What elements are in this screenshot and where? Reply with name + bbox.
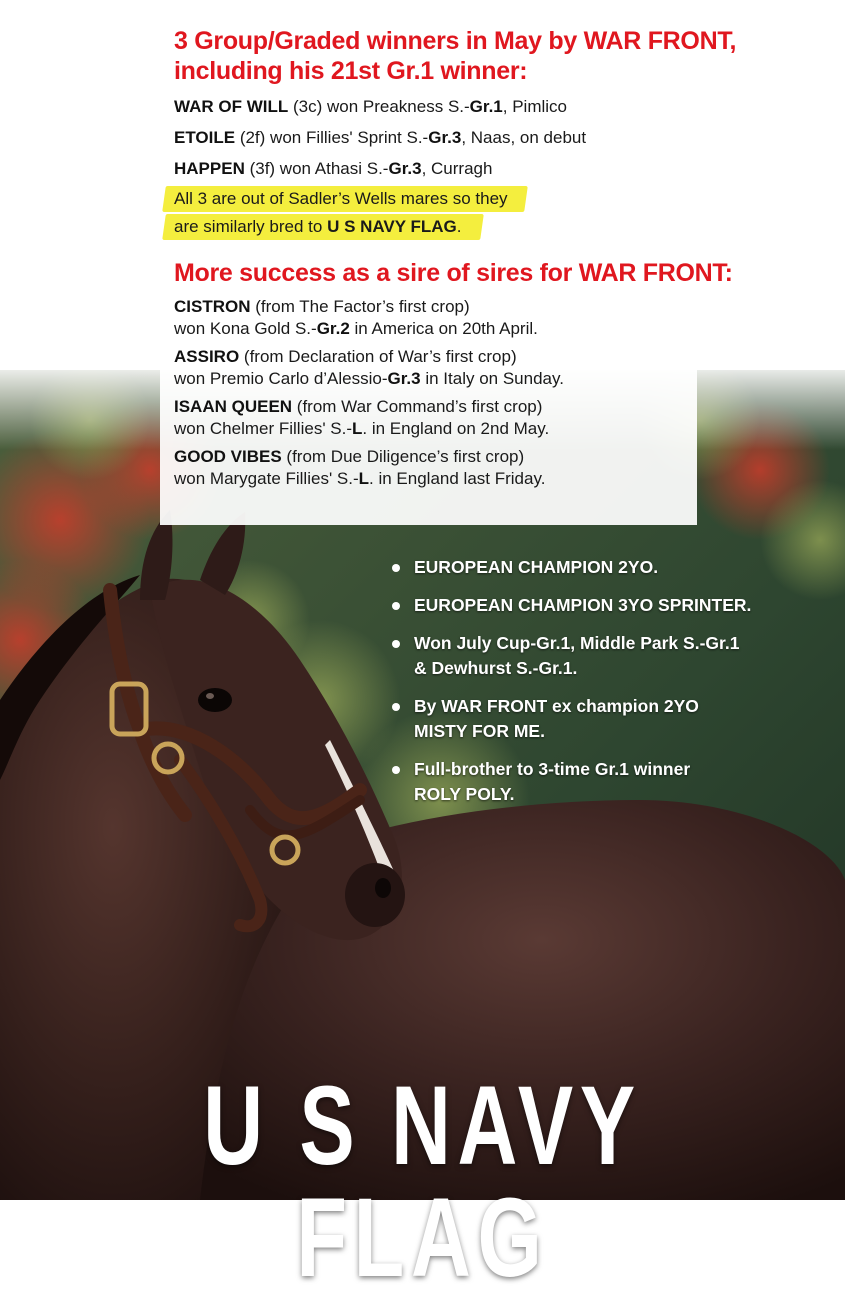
sire-entry-when: in America on 20th April. [349, 319, 538, 338]
sire-entry-race: won Chelmer Fillies' S.- [174, 419, 353, 438]
bullet-icon [392, 602, 400, 610]
sire-entry-when: . in England last Friday. [369, 469, 546, 488]
winner-horse-name: HAPPEN [174, 159, 245, 178]
winner-horse-name: ETOILE [174, 128, 236, 147]
credentials-list [390, 555, 830, 820]
winner-entry [174, 158, 586, 180]
winner-entry [174, 96, 586, 118]
bullet-icon [392, 640, 400, 648]
sire-entry-crop: (from The Factor’s first crop) [250, 297, 470, 316]
sire-entry-race: won Premio Carlo d’Alessio- [174, 369, 388, 388]
highlight-line-2 [174, 216, 462, 238]
highlight-prefix: are similarly bred to [174, 217, 328, 236]
headline-sire-of-sires [174, 258, 733, 288]
winner-venue: , Curragh [421, 159, 493, 178]
bullet-icon [392, 766, 400, 774]
sire-entry-horse: ASSIRO [174, 347, 240, 366]
credential-line: Full-brother to 3-time Gr.1 winner [414, 759, 691, 779]
winner-grade: Gr.3 [388, 159, 422, 178]
sire-entry-when: . in England on 2nd May. [362, 419, 550, 438]
credential-line: ROLY POLY. [414, 784, 515, 804]
sire-entry-horse: GOOD VIBES [174, 447, 282, 466]
sire-entry-race: won Kona Gold S.- [174, 319, 317, 338]
credential-item [390, 631, 830, 681]
headline-line-2: including his 21st Gr.1 winner: [174, 57, 528, 85]
credential-line: & Dewhurst S.-Gr.1. [414, 658, 578, 678]
sire-entries-list [174, 296, 564, 490]
credential-line: EUROPEAN CHAMPION 2YO. [414, 557, 659, 577]
winner-venue: , Pimlico [502, 97, 567, 116]
credential-line: EUROPEAN CHAMPION 3YO SPRINTER. [414, 595, 752, 615]
winner-detail: (3c) won Preakness S.- [288, 97, 470, 116]
winner-horse-name: WAR OF WILL [174, 97, 289, 116]
sire-entry-race: won Marygate Fillies' S.- [174, 469, 359, 488]
sire-entry-grade: L [352, 419, 363, 438]
horse-name-title: U S NAVY FLAG [203, 1063, 642, 1300]
winner-venue: , Naas, on debut [461, 128, 587, 147]
sire-entry [174, 346, 564, 390]
credential-item [390, 694, 830, 744]
winner-entry [174, 127, 586, 149]
winner-detail: (3f) won Athasi S.- [244, 159, 389, 178]
highlight-horse-name: U S NAVY FLAG [327, 217, 457, 236]
sire-entry [174, 446, 564, 490]
credential-item [390, 757, 830, 807]
bullet-icon [392, 564, 400, 572]
sire-entry-crop: (from Declaration of War’s first crop) [239, 347, 517, 366]
winner-grade: Gr.3 [428, 128, 462, 147]
sire-entry [174, 396, 564, 440]
sire-entry-grade: L [358, 469, 370, 488]
credential-item [390, 555, 830, 580]
sire-entry-grade: Gr.3 [387, 369, 421, 388]
highlight-suffix: . [456, 217, 462, 236]
highlight-line-1: All 3 are out of Sadler’s Wells mares so they [174, 189, 508, 208]
winner-detail: (2f) won Fillies' Sprint S.- [235, 128, 429, 147]
sire-entry-crop: (from War Command’s first crop) [292, 397, 543, 416]
sire-entry-crop: (from Due Diligence’s first crop) [281, 447, 525, 466]
sire-entry-horse: CISTRON [174, 297, 251, 316]
winner-grade: Gr.1 [469, 97, 503, 116]
sire-entry-grade: Gr.2 [316, 319, 350, 338]
winners-list [174, 96, 586, 180]
sire-entry [174, 296, 564, 340]
sire-entry-horse: ISAAN QUEEN [174, 397, 293, 416]
credential-line: MISTY FOR ME. [414, 721, 545, 741]
sire-entry-when: in Italy on Sunday. [420, 369, 564, 388]
credential-line: Won July Cup-Gr.1, Middle Park S.-Gr.1 [414, 633, 740, 653]
credential-line: By WAR FRONT ex champion 2YO [414, 696, 699, 716]
headline-text: More success as a sire of sires for WAR FRONT: [174, 259, 733, 287]
credential-item [390, 593, 830, 618]
headline-line-1: 3 Group/Graded winners in May by WAR FRONT, [174, 27, 737, 55]
headline-may-winners [174, 26, 736, 86]
bullet-icon [392, 703, 400, 711]
